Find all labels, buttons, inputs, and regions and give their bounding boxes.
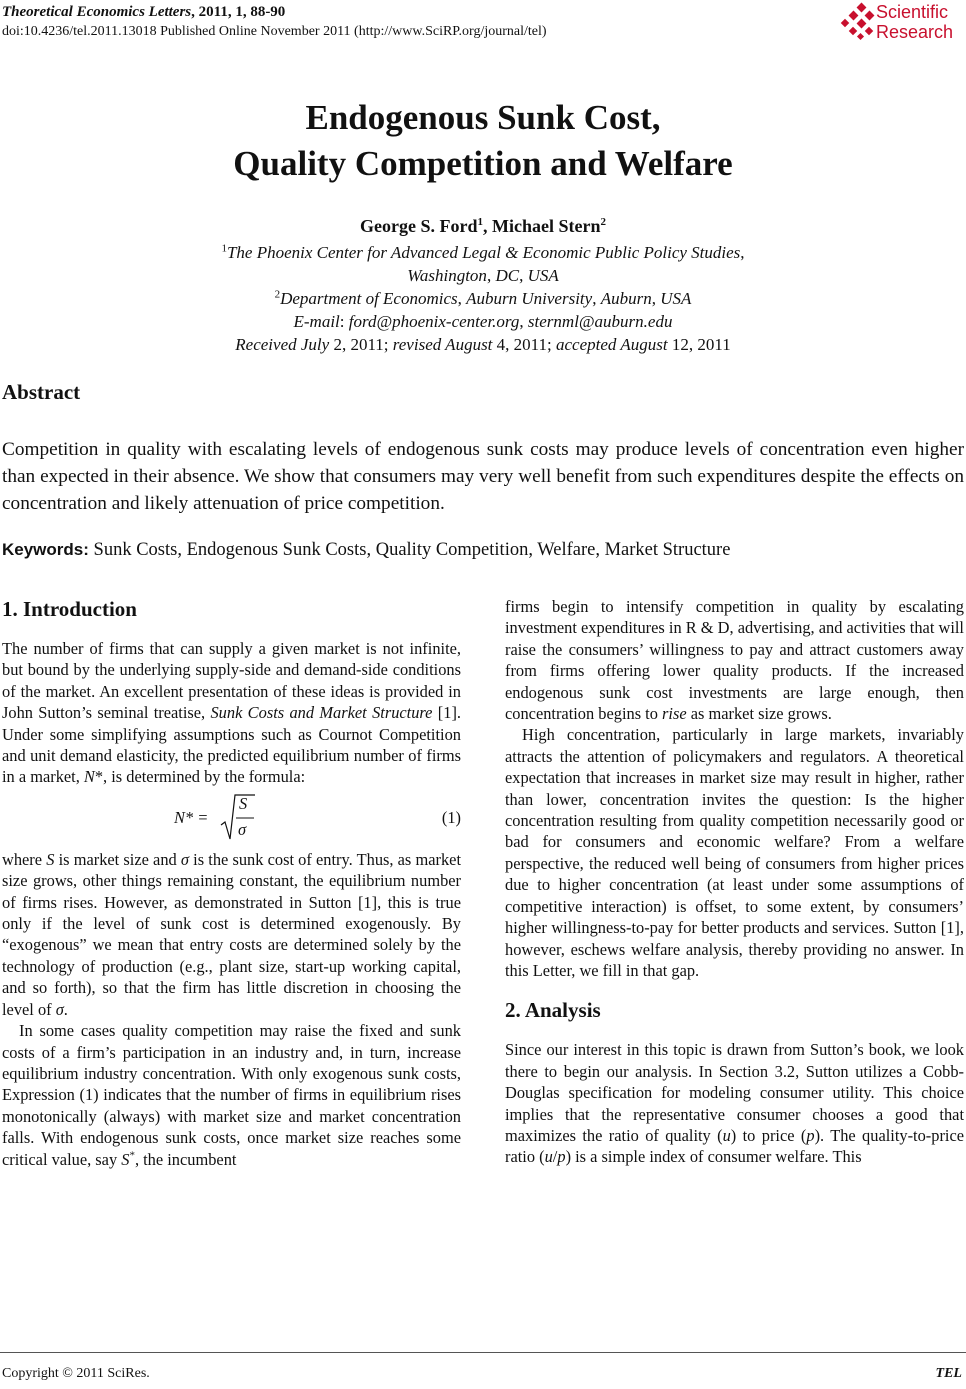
email-link[interactable]: sternml@auburn.edu (527, 312, 673, 331)
equation-lhs: N* = (174, 807, 209, 827)
email-link[interactable]: ford@phoenix-center.org (348, 312, 520, 331)
paragraph: The number of firms that can supply a given market is not infinite, but bound by the underlying supply-side and demand-side conditions of the market. An excellent presentation of these ideas is provided in John Sutton’s seminal treatise, Sunk Costs and Market Structure [1]. Under some simplifying assumptions such as Cournot Competition and unit demand elasticity, the predicted equilibrium number of firms in a market, N*, is determined by the formula: (2, 639, 462, 787)
logo-wordmark: Scientific Research (876, 2, 954, 42)
keywords-line (2, 538, 730, 562)
running-header (2, 2, 547, 42)
equation-denominator: σ (238, 819, 247, 839)
paper-title: Endogenous Sunk Cost, Quality Competition and Welfare (233, 98, 733, 183)
equation-sqrt-fraction (220, 793, 254, 841)
paragraph: High concentration, particularly in large markets, invariably attracts the attention of policymakers and regulators. A theoretical expectation that increases in market size may result in higher, rather than lower, concentration invites the question: Is the higher concentration resulting from quality competition necessarily good or bad for consumers and economic welfare? From a welfare perspective, the reduced well being of consumers from higher prices due to higher concentration (at least under some assumptions of competitive interaction) is offset, to some extent, by consumers’ higher willingness-to-pay for better products and services. Sutton [1], however, eschews welfare analysis, thereby providing no answer. In this Letter, we fill in that gap. (505, 725, 964, 980)
footer-copyright: Copyright © 2011 SciRes. (2, 1366, 150, 1381)
section-heading-analysis: 2. Analysis (505, 998, 601, 1023)
paragraph: where S is market size and σ is the sunk cost of entry. Thus, as market size grows, other things remaining constant, the equilibrium number of firms rises. However, as demonstrated in Sutton [1], this is true only if the level of sunk cost is determined exogenously. By “exogenous” we mean that entry costs are determined solely by the technology of production (e.g., plant size, start-up working capital, and so forth), so that the firm has little discretion in choosing the level of σ. (2, 849, 461, 1019)
author-name: George S. Ford (360, 216, 478, 236)
abstract-text: Competition in quality with escalating levels of endogenous sunk costs may produce levels of concentration even higher than expected in their absence. We show that consumers may very well benefit from such expenditures despite the effects on concentration and likely attenuation of price competition. (2, 439, 964, 514)
paragraph: firms begin to intensify competition in quality by escalating investment expenditures in R & D, advertising, and activities that will raise the consumers’ willingness to pay and attract customers away from firms offering lower quality products. If the increased endogenous sunk cost investments are large enough, then concentration begins to rise as market size grows. (505, 597, 964, 724)
paragraph: Since our interest in this topic is drawn from Sutton’s book, we look there to begin our analysis. In Section 3.2, Sutton utilizes a Cobb-Douglas specification for modeling consumer utility. This choice implies that the representative consumer chooses a good that maximizes the ratio of quality (u) to price (p). The quality-to-price ratio (u/p) is a simple index of consumer welfare. This (505, 1040, 965, 1167)
affiliation-1: $^1$The Phoenix Center for Advanced Legal & Economic Public Policy Studies, (221, 242, 745, 262)
paragraph: In some cases quality competition may raise the fixed and sunk costs of a firm’s participation in an industry and, in turn, increase equilibrium industry concentration. With only exogenous sunk costs, Expression (1) indicates that the number of firms in equilibrium rises monotonically (always) with market size and market concentration falls. With endogenous sunk costs, once market size reaches some critical value, say S*, the incumbent (2, 1021, 461, 1169)
journal-citation (2, 2, 547, 22)
publisher-logo (836, 2, 962, 44)
author-name: Michael Stern (492, 216, 601, 236)
author-list: George S. Ford$^1$, Michael Stern$^2$ (360, 216, 606, 236)
received-dates: Received July 2, 2011; revised August 4, 2011; accepted August 12, 2011 (235, 335, 731, 354)
affiliation-2: $^2$Department of Economics, Auburn University, Auburn, USA (274, 288, 692, 308)
volume-pages: , 2011, 1, 88-90 (191, 4, 286, 20)
email-line: E-mail: ford@phoenix-center.org, sternml@auburn.edu (293, 312, 673, 331)
footer-rule (0, 1352, 966, 1353)
doi-line: doi:10.4236/tel.2011.13018 Published Online November 2011 (http://www.SciRP.org/journal/tel) (2, 24, 547, 39)
abstract-heading: Abstract (2, 380, 81, 404)
keywords-label: Keywords: (2, 540, 89, 559)
journal-name: Theoretical Economics Letters (2, 4, 192, 20)
footer-journal-abbr: TEL (935, 1366, 962, 1381)
scientific-research-logo-icon (836, 2, 878, 44)
affiliation-1-location: Washington, DC, USA (407, 266, 559, 285)
section-heading-introduction: 1. Introduction (2, 597, 137, 621)
left-column (2, 596, 461, 1170)
equation-numerator: S (239, 793, 248, 813)
equation-1 (2, 793, 461, 843)
right-column (505, 596, 964, 1168)
keywords-text: Sunk Costs, Endogenous Sunk Costs, Quality Competition, Welfare, Market Structure (88, 540, 731, 560)
equation-number: (1) (441, 807, 461, 827)
